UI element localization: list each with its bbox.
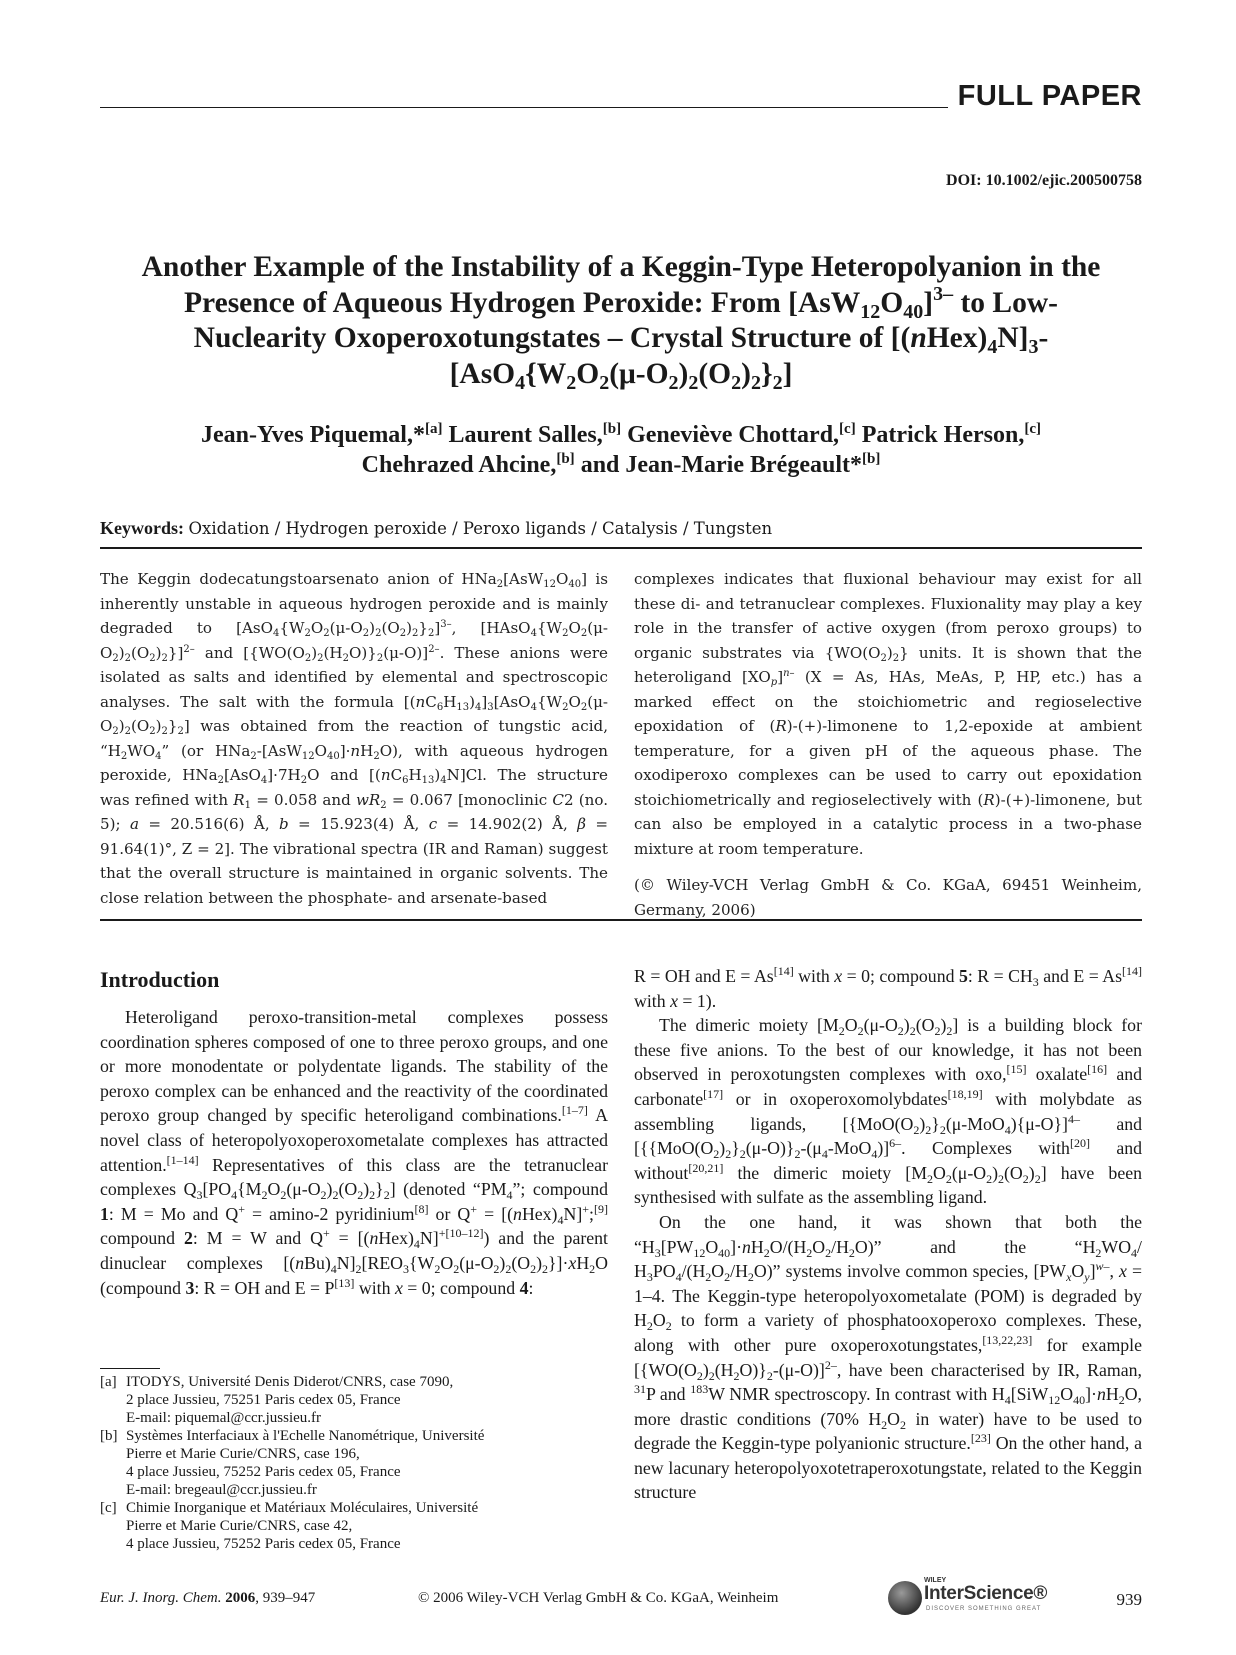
body-left-column	[100, 1005, 608, 1300]
authors-line-2: Chehrazed Ahcine,[b] and Jean-Marie Brégeault*[b]	[361, 451, 881, 478]
email-link[interactable]: E-mail: bregeaul@ccr.jussieu.fr	[126, 1482, 317, 1498]
body-right-column	[634, 964, 1142, 1505]
title-line-3: Nuclearity Oxoperoxotungstates – Crystal Structure of $[(nHex)_4N]_3-$	[193, 322, 1049, 358]
authors-line-1: Jean-Yves Piquemal,*[a] Laurent Salles,[b] Geneviève Chottard,[c] Patrick Herson,[c]	[200, 421, 1041, 448]
keywords-label: Keywords:	[100, 518, 184, 538]
body-paragraph: Heteroligand peroxo-transition-metal complexes possess coordination spheres composed of one to three peroxo groups, and one or more monodentate or polydentate ligands. The stability of the peroxo complex can be enhanced and the reactivity of the coordinated peroxo group changed by specific heteroligand combinations.[1–7] A novel class of heteropolyoxoperoxometalate complexes has attracted attention.[1–14] Representatives of this class are the tetranuclear complexes $Q_3[PO_4\{M_2O_2(\mu-O_2)_2(O_2)_2\}_2]$ (denoted “$PM_4$”; compound 1: M = Mo and Q+ = amino-2 pyridinium[8] or $Q^+ = [(nHex)_4N]^+;[9]$ compound 2: M = W and $Q^+ = [(nHex)_4N]^{+[10-12]}$) and the parent dinuclear complexes $[(nBu)_4N]_2[REO_3\{W_2O_2(\mu-O_2)_2(O_2)_2\}]\cdot xH_2O$ (compound 3: R = OH and E = P[13] with x = 0; compound 4:	[100, 1007, 608, 1298]
title-line-2: Presence of Aqueous Hydrogen Peroxide: From $[AsW_{12}O_{40}]^{3-}$ to Low-	[184, 282, 1058, 323]
title-line-4: $[AsO_4\{W_2O_2(\mu-O_2)_2(O_2)_2\}_2]$	[449, 357, 793, 394]
abstract-paragraph: The Keggin dodecatungstoarsenato anion of $HNa_2[AsW_{12}O_{40}]$ is inherently unstable in aqueous hydrogen peroxide and is mainly degraded to $[AsO_4\{W_2O_2(\mu-O_2)_2(O_2)_2\}_2]^{3-}$, $[HAsO_4\{W_2O_2(\mu-O_2)_2(O_2)_2\}]^{2-}$ and $[\{WO(O_2)_2(H_2O)\}_2(\mu-O)]^{2-}$. These anions were isolated as salts and identified by elemental and spectroscopic analyses. The salt with the formula $[(nC_6H_{13})_4]_3[AsO_4\{W_2O_2(\mu-O_2)_2(O_2)_2\}_2]$ was obtained from the reaction of tungstic acid, “$H_2WO_4$” (or $HNa_2-[AsW_{12}O_{40}]\cdot nH_2O$), with aqueous hydrogen peroxide, $HNa_2[AsO_4]\cdot 7H_2O$ and $[(nC_6H_{13})_4N]Cl$. The structure was refined with $R_1 = 0.058$ and $wR_2 = 0.067$ [monoclinic C2 (no. 5); a = 20.516(6) Å, b = 15.923(4) Å, c = 14.902(2) Å, β = 91.64(1)°, Z = 2]. The vibrational spectra (IR and Raman) suggest that the overall structure is maintained in organic solvents. The close relation between the phosphate- and arsenate-based	[100, 570, 609, 907]
globe-icon	[888, 1581, 922, 1615]
footer-copyright: © 2006 Wiley-VCH Verlag GmbH & Co. KGaA, Weinheim	[418, 1590, 779, 1606]
abstract-right-column	[634, 567, 1142, 922]
affiliation-footnotes	[100, 1373, 608, 1553]
doi: DOI: 10.1002/ejic.200500758	[946, 172, 1142, 189]
author-list	[100, 420, 1142, 480]
footnote-b: [b] Systèmes Interfaciaux à l'Echelle Nanométrique, Université Pierre et Marie Curie/CNRS, case 196, 4 place Jussieu, 75252 Paris cedex 05, France E-mail: bregeaul@ccr.jussieu.fr	[100, 1427, 608, 1499]
keywords-values: Oxidation / Hydrogen peroxide / Peroxo ligands / Catalysis / Tungsten	[188, 519, 773, 538]
footnote-a: [a] ITODYS, Université Denis Diderot/CNRS, case 7090, 2 place Jussieu, 75251 Paris cedex 05, France E-mail: piquemal@ccr.jussieu.fr	[100, 1373, 608, 1427]
interscience-logo: WILEY InterScience® DISCOVER SOMETHING GREAT	[888, 1577, 1058, 1617]
abstract-bottom-rule	[100, 919, 1142, 921]
body-paragraph: The dimeric moiety $[M_2O_2(\mu-O_2)_2(O_2)_2]$ is a building block for these five anions. To the best of our knowledge, it has not been observed in peroxotungsten complexes with oxo,[15] oxalate[16] and carbonate[17] or in oxoperoxomolybdates[18,19] with molybdate as assembling ligands, $[\{MoO(O_2)_2\}_2(\mu-MoO_4)\{\mu-O\}]^{4-}$ and $[\{\{MoO(O_2)_2\}_2(\mu-O)\}_2-(\mu_4-MoO_4)]^{6-}$. Complexes with[20] and without[20,21] the dimeric moiety $[M_2O_2(\mu-O_2)_2(O_2)_2]$ have been synthesised with sulfate as the assembling ligand.	[634, 1015, 1143, 1208]
header-rule	[100, 107, 948, 108]
paper-title	[100, 250, 1142, 392]
email-link[interactable]: E-mail: piquemal@ccr.jussieu.fr	[126, 1410, 322, 1426]
body-paragraph: R = OH and E = As[14] with x = 0; compound 5: $R = CH_3$ and E = As[14] with x = 1).	[634, 964, 1142, 1011]
journal-citation: Eur. J. Inorg. Chem. 2006, 939–947	[100, 1590, 316, 1606]
introduction-heading: Introduction	[100, 967, 220, 992]
body-paragraph: On the one hand, it was shown that both the “$H_3[PW_{12}O_{40}]\cdot nH_2O/(H_2O_2/H_2O)$” and the “$H_2WO_4/$ $H_3PO_4/(H_2O_2/H_2O)$” systems involve common species, $[PW_xO_y]^{w-}$, x = 1–4. The Keggin-type heteropolyoxometalate (POM) is degraded by $H_2O_2$ to form a variety of phosphatooxoperoxo complexes. These, along with other pure oxoperoxotungstates,[13,22,23] for example $[\{WO(O_2)_2(H_2O)\}_2-(\mu-O)]^{2-}$, have been characterised by IR, Raman, $^{31}$P and $^{183}$W NMR spectroscopy. In contrast with $H_4[SiW_{12}O_{40}]\cdot nH_2O$, more drastic conditions (70% $H_2O_2$ in water) have to be used to degrade the Keggin-type polyanionic structure.[23] On the other hand, a new lacunary heteropolyoxotetraperoxotungstate, related to the Keggin structure	[634, 1211, 1143, 1503]
abstract-copyright: (© Wiley-VCH Verlag GmbH & Co. KGaA, 69451 Weinheim, Germany, 2006)	[634, 876, 1142, 919]
section-label: FULL PAPER	[957, 80, 1142, 112]
abstract-left-column	[100, 567, 608, 910]
footnote-rule	[100, 1368, 160, 1369]
page-number: 939	[1116, 1590, 1142, 1609]
footnote-c: [c] Chimie Inorganique et Matériaux Moléculaires, Université Pierre et Marie Curie/CNRS, case 42, 4 place Jussieu, 75252 Paris cedex 05, France	[100, 1500, 479, 1552]
abstract-top-rule	[100, 547, 1142, 549]
title-line-1: Another Example of the Instability of a Keggin-Type Heteropolyanion in the	[141, 251, 1101, 283]
abstract-paragraph: complexes indicates that fluxional behaviour may exist for all these di- and tetranuclear complexes. Fluxionality may play a key role in the transfer of active oxygen (from peroxo groups) to organic substrates via $\{WO(O_2)_2\}$ units. It is shown that the heteroligand $[XO_p]^{n-}$ (X = As, HAs, MeAs, P, HP, etc.) has a marked effect on the stoichiometric and regioselective epoxidation of (R)-(+)-limonene to 1,2-epoxide at ambient temperature, for a given pH of the aqueous phase. The oxodiperoxo complexes can be used to carry out epoxidation stoichiometrically and regioselectively with (R)-(+)-limonene, but can also be employed in a catalytic process in a two-phase mixture at room temperature.	[634, 570, 1142, 858]
keywords	[100, 518, 772, 539]
